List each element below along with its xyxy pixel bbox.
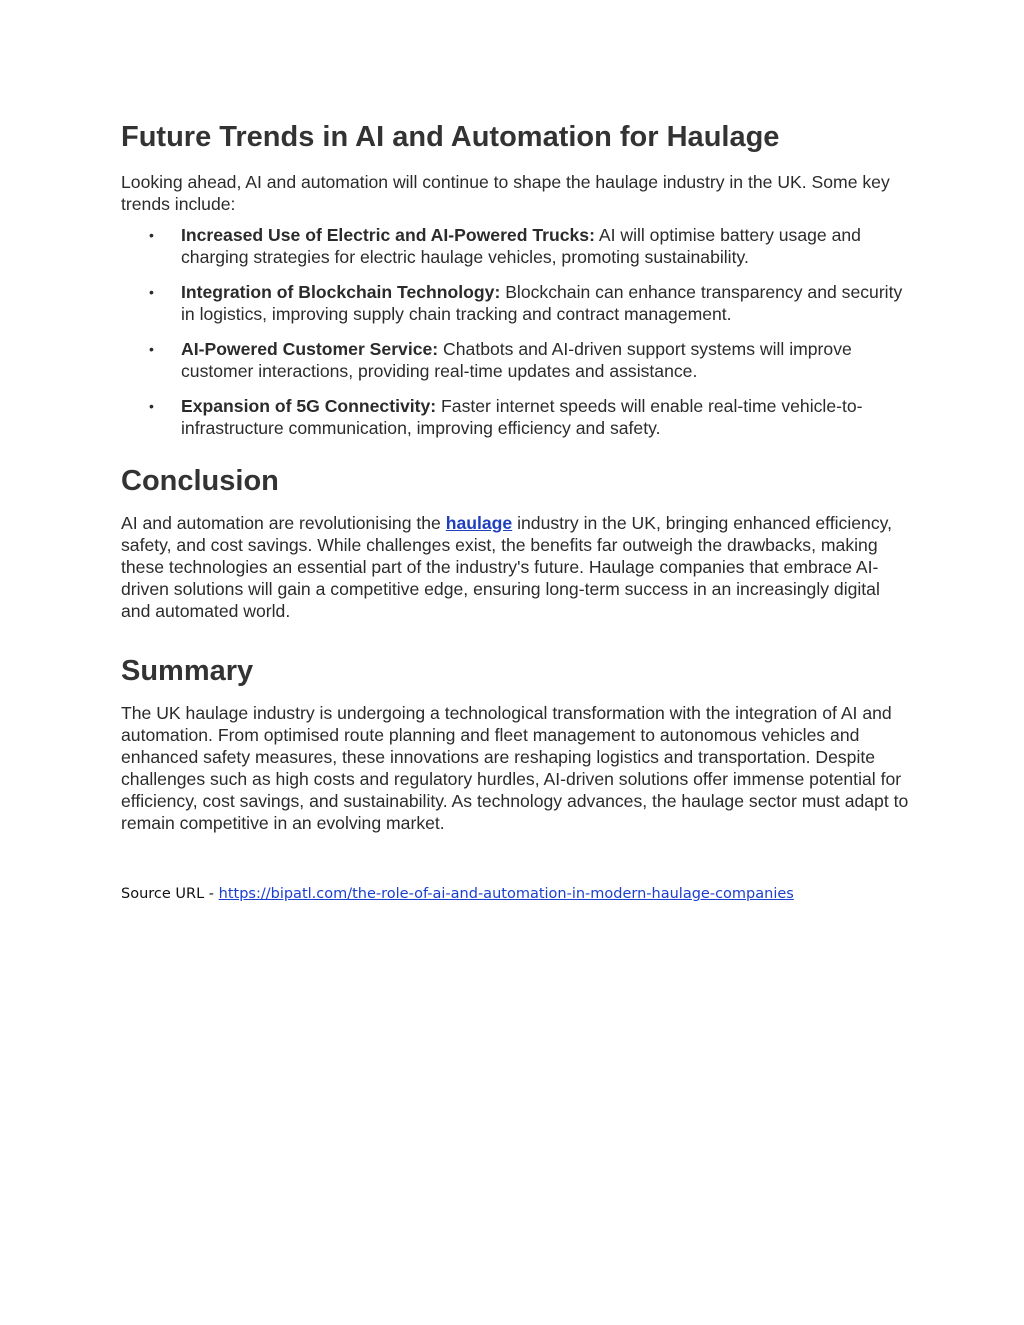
trend-label: Expansion of 5G Connectivity: <box>181 396 437 416</box>
list-item <box>121 338 911 382</box>
conclusion-paragraph <box>121 512 911 622</box>
trend-label: Increased Use of Electric and AI-Powered Trucks: <box>181 225 595 245</box>
trends-list <box>121 224 911 439</box>
document-page <box>121 118 911 904</box>
trend-text: AI will optimise battery usage and charging strategies for electric haulage vehicles, promoting sustainability. <box>181 225 861 267</box>
trend-text: Blockchain can enhance transparency and security in logistics, improving supply chain tracking and contract management. <box>181 282 903 324</box>
bullet-icon: • <box>149 284 154 300</box>
list-item <box>121 281 911 325</box>
source-line <box>121 884 911 904</box>
trend-text: Faster internet speeds will enable real-time vehicle-to-infrastructure communication, improving efficiency and safety. <box>181 396 863 438</box>
conclusion-text-before: AI and automation are revolutionising the <box>121 513 446 533</box>
bullet-icon: • <box>149 227 154 243</box>
trends-heading: Future Trends in AI and Automation for Haulage <box>121 121 780 153</box>
source-label: Source URL - <box>121 886 219 902</box>
trends-intro: Looking ahead, AI and automation will continue to shape the haulage industry in the UK. Some key trends include: <box>121 172 890 214</box>
summary-paragraph: The UK haulage industry is undergoing a technological transformation with the integration of AI and automation. From optimised route planning and fleet management to autonomous vehicles and enhanced safety measures, these innovations are reshaping logistics and transportation. Despite challenges such as high costs and regulatory hurdles, AI-driven solutions offer immense potential for efficiency, cost savings, and sustainability. As technology advances, the haulage sector must adapt to remain competitive in an evolving market. <box>121 703 909 833</box>
trend-text: Chatbots and AI-driven support systems will improve customer interactions, providing real-time updates and assistance. <box>181 339 852 381</box>
bullet-icon: • <box>149 398 154 414</box>
list-item <box>121 395 911 439</box>
summary-heading: Summary <box>121 655 254 687</box>
trend-label: Integration of Blockchain Technology: <box>181 282 501 302</box>
conclusion-heading: Conclusion <box>121 465 279 497</box>
haulage-link[interactable]: haulage <box>445 513 513 533</box>
source-url-link[interactable]: https://bipatl.com/the-role-of-ai-and-automation-in-modern-haulage-companies <box>218 886 794 902</box>
list-item <box>121 224 911 268</box>
trend-label: AI-Powered Customer Service: <box>181 339 439 359</box>
conclusion-text-after: industry in the UK, bringing enhanced efficiency, safety, and cost savings. While challenges exist, the benefits far outweigh the drawbacks, making these technologies an essential part of the industry's future. Haulage companies that embrace AI-driven solutions will gain a competitive edge, ensuring long-term success in an increasingly digital and automated world. <box>121 513 892 621</box>
bullet-icon: • <box>149 341 154 357</box>
